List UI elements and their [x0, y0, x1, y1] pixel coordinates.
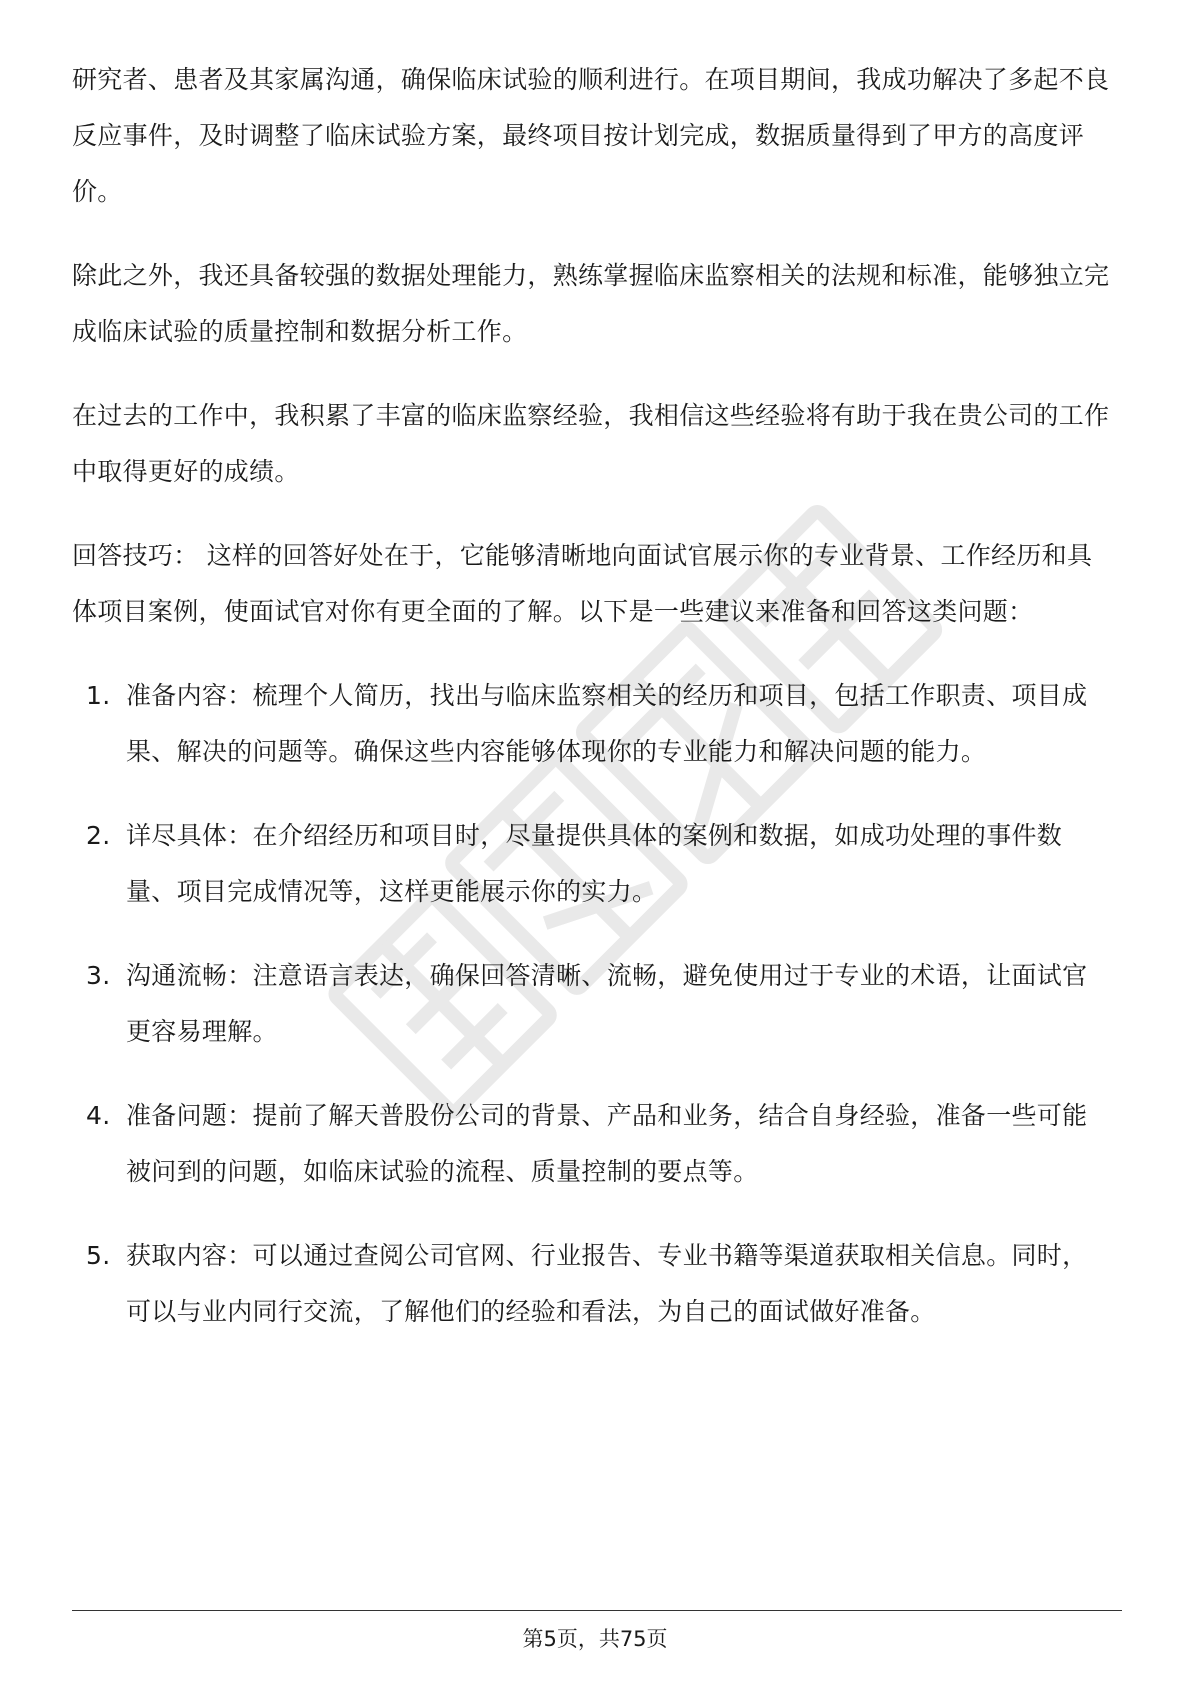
list-item-number: 5.	[86, 1241, 111, 1270]
list-item	[72, 948, 1112, 1060]
document-body	[72, 52, 1130, 1368]
paragraph-experience-summary: 在过去的工作中，我积累了丰富的临床监察经验，我相信这些经验将有助于我在贵公司的工作中取得更好的成绩。	[72, 401, 1110, 486]
page-number: 第5页，共75页	[522, 1627, 668, 1651]
list-item-text: 获取内容：可以通过查阅公司官网、行业报告、专业书籍等渠道获取相关信息。同时，可以与业内同行交流，了解他们的经验和看法，为自己的面试做好准备。	[126, 1241, 1088, 1326]
list-item	[72, 1228, 1112, 1340]
list-item-number: 2.	[86, 821, 111, 850]
list-item	[72, 1088, 1112, 1200]
list-item	[72, 808, 1112, 920]
list-item-number: 3.	[86, 961, 111, 990]
list-item-text: 准备问题：提前了解天普股份公司的背景、产品和业务，结合自身经验，准备一些可能被问到的问题，如临床试验的流程、质量控制的要点等。	[126, 1101, 1088, 1186]
tips-list	[72, 668, 1112, 1340]
paragraph-answer-tips: 回答技巧： 这样的回答好处在于，它能够清晰地向面试官展示你的专业背景、工作经历和具体项目案例，使面试官对你有更全面的了解。以下是一些建议来准备和回答这类问题：	[72, 541, 1093, 626]
list-item-number: 4.	[86, 1101, 111, 1130]
list-item-number: 1.	[86, 681, 111, 710]
list-item	[72, 668, 1112, 780]
paragraph-data-skills: 除此之外，我还具备较强的数据处理能力，熟练掌握临床监察相关的法规和标准，能够独立完成临床试验的质量控制和数据分析工作。	[72, 261, 1110, 346]
list-item-text: 沟通流畅：注意语言表达，确保回答清晰、流畅，避免使用过于专业的术语，让面试官更容易理解。	[126, 961, 1088, 1046]
list-item-text: 详尽具体：在介绍经历和项目时，尽量提供具体的案例和数据，如成功处理的事件数量、项目完成情况等，这样更能展示你的实力。	[126, 821, 1063, 906]
paragraph-project-experience: 研究者、患者及其家属沟通，确保临床试验的顺利进行。在项目期间，我成功解决了多起不良反应事件，及时调整了临床试验方案，最终项目按计划完成，数据质量得到了甲方的高度评价。	[72, 65, 1110, 206]
list-item-text: 准备内容：梳理个人简历，找出与临床监察相关的经历和项目，包括工作职责、项目成果、解决的问题等。确保这些内容能够体现你的专业能力和解决问题的能力。	[126, 681, 1088, 766]
footer-divider	[72, 1610, 1122, 1611]
